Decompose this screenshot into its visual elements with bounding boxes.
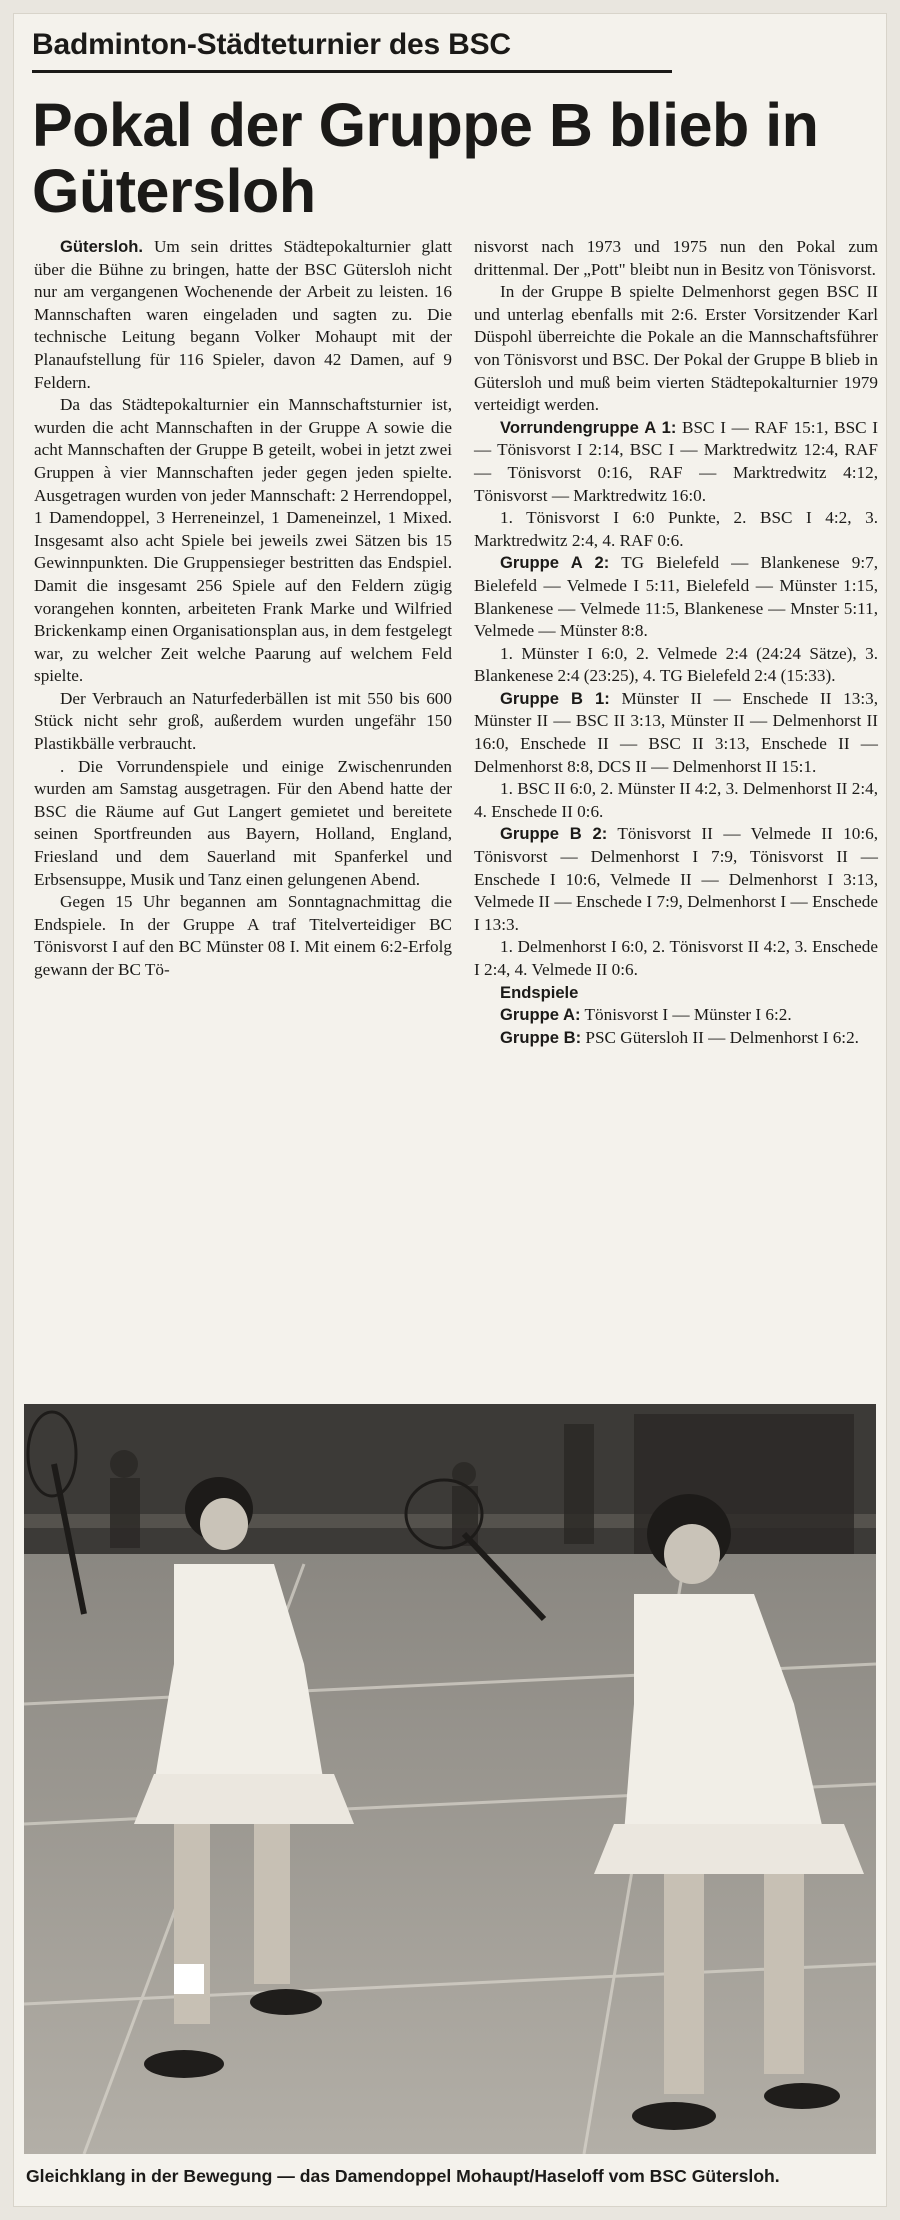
article-paragraph: [474, 1027, 878, 1050]
paragraph-lead: Vorrundengruppe A 1:: [500, 417, 677, 437]
paragraph-text: Um sein drittes Städtepokalturnier glatt über die Bühne zu bringen, hatte der BSC Gütersloh nicht nur am vergangenen Wochenende der Arbeit zu leisten. 16 Mannschaften waren eingeladen und sagten zu. Die technische Leitung begann Volker Mohaupt mit der Planaufstellung für 116 Spieler, davon 42 Damen, auf 9 Feldern.: [34, 237, 452, 392]
paragraph-text: 1. Münster I 6:0, 2. Velmede 2:4 (24:24 Sätze), 3. Blankenese 2:4 (23:25), 4. TG Bielefeld 2:4 (15:33).: [474, 643, 878, 686]
paragraph-lead: Endspiele: [500, 982, 579, 1002]
paragraph-text: Da das Städtepokalturnier ein Mannschaftsturnier ist, wurden die acht Mannschaften in der Gruppe A sowie die acht Mannschaften der Gruppe B geteilt, wobei in jetzt zwei Gruppen à vier Mannschaften jeder gegen jeden spielte. Ausgetragen wurden von jeder Mannschaft: 2 Herrendoppel, 1 Damendoppel, 3 Herreneinzel, 1 Dameneinzel, 1 Mixed. Insgesamt also acht Spiele bei jeweils zwei Sätzen bis 15 Gewinnpunkten. Die Gruppensieger bestritten das Endspiel. Damit die insgesamt 256 Spiele auf den Feldern zügig vorangehen konnten, arbeiteten Frank Marke und Wilfried Brickenkamp einen Organisationsplan aus, in dem festgelegt war, zu welcher Zeit welche Paarung auf welchem Feld spielte.: [34, 395, 452, 686]
article-column-left: [34, 236, 452, 982]
paragraph-text: BSC I — RAF 15:1, BSC I — Tönisvorst I 2:14, BSC I — Marktredwitz 12:4, RAF — Tönisvorst 0:16, RAF — Marktredwitz 4:12, Tönisvorst — Marktredwitz 16:0.: [474, 417, 878, 505]
article-paragraph: [34, 394, 452, 688]
paragraph-text: PSC Gütersloh II — Delmenhorst I 6:2.: [581, 1027, 859, 1047]
paragraph-text: In der Gruppe B spielte Delmenhorst gegen BSC II und unterlag ebenfalls mit 2:6. Erster Vorsitzender Karl Düspohl überreichte die Pokale an die Mannschaftsführer von Tönisvorst und BSC. Der Pokal der Gruppe B blieb in Gütersloh und muß beim vierten Städtepokalturnier 1979 verteidigt werden.: [474, 282, 878, 415]
paragraph-lead: Gruppe A 2:: [500, 553, 610, 573]
article-paragraph: [474, 507, 878, 552]
paragraph-text: Der Verbrauch an Naturfederbällen ist mit 550 bis 600 Stück nicht sehr groß, außerdem wurden ungefähr 150 Plastikbälle verbraucht.: [34, 688, 452, 754]
paragraph-text: Gegen 15 Uhr begannen am Sonntagnachmittag die Endspiele. In der Gruppe A traf Titelverteidiger BC Tönisvorst I auf den BC Münster 08 I. Mit einem 6:2-Erfolg gewann der BC Tö-: [34, 892, 452, 979]
article-paragraph: [474, 778, 878, 823]
photo-illustration: [24, 1404, 876, 2154]
article-paragraph: [34, 688, 452, 756]
article-paragraph: [474, 236, 878, 281]
article-paragraph: [474, 281, 878, 417]
paragraph-text: Tönisvorst I — Münster I 6:2.: [580, 1005, 792, 1025]
paragraph-lead: Gütersloh.: [60, 237, 143, 256]
article-headline: Pokal der Gruppe B blieb in Gütersloh: [32, 91, 819, 225]
paragraph-lead: Gruppe B 2:: [500, 824, 608, 844]
paragraph-text: . Die Vorrundenspiele und einige Zwischenrunden wurden am Samstag ausgetragen. Für den Abend hatte der BSC die Räume auf Gut Langert gemietet und bereitete seinen Sportfreunden aus Bayern, Holland, England, Friesland und dem Sauerland mit Spanferkel und Erbsensuppe, Musik und Tanz einen gelungenen Abend.: [34, 756, 452, 889]
paragraph-lead: Gruppe B:: [500, 1027, 582, 1047]
newspaper-clipping: [14, 14, 886, 2206]
article-paragraph: [474, 1004, 878, 1027]
paragraph-text: nisvorst nach 1973 und 1975 nun den Pokal zum drittenmal. Der „Pott" bleibt nun in Besitz von Tönisvorst.: [474, 237, 878, 279]
article-paragraph: [34, 236, 452, 394]
badminton-doubles-photo: [24, 1404, 876, 2154]
paragraph-text: TG Bielefeld — Blankenese 9:7, Bielefeld — Velmede I 5:11, Bielefeld — Münster 1:15, Blankenese — Velmede 11:5, Blankenese — Mnster 5:11, Velmede — Münster 8:8.: [474, 553, 879, 641]
paragraph-text: Tönisvorst II — Velmede II 10:6, Tönisvorst — Delmenhorst I 7:9, Tönisvorst II — Enschede I 10:6, Velmede II — Delmenhorst I 3:13, Velmede II — Enschede I 7:9, Delmenhorst I — Enschede I 13:3.: [474, 824, 878, 934]
paragraph-lead: Gruppe B 1:: [500, 688, 610, 708]
article-paragraph: [474, 552, 878, 642]
article-paragraph: [34, 756, 452, 892]
article-paragraph: [474, 982, 878, 1005]
article-kicker: Badminton-Städteturnier des BSC: [32, 28, 672, 73]
paragraph-text: 1. Delmenhorst I 6:0, 2. Tönisvorst II 4:2, 3. Enschede I 2:4, 4. Velmede II 0:6.: [474, 937, 878, 979]
article-paragraph: [474, 823, 878, 936]
article-paragraph: [34, 891, 452, 981]
article-paragraph: [474, 688, 878, 778]
photo-caption: Gleichklang in der Bewegung — das Damendoppel Mohaupt/Haseloff vom BSC Gütersloh.: [26, 2166, 780, 2186]
paragraph-text: 1. Tönisvorst I 6:0 Punkte, 2. BSC I 4:2, 3. Marktredwitz 2:4, 4. RAF 0:6.: [474, 508, 878, 550]
article-paragraph: [474, 936, 878, 981]
paragraph-lead: Gruppe A:: [500, 1005, 581, 1025]
paragraph-text: Münster II — Enschede II 13:3, Münster II — BSC II 3:13, Münster II — Delmenhorst II 16:0, Enschede II — BSC II 3:13, Enschede II — Delmenhorst 8:8, DCS II — Delmenhorst II 15:1.: [474, 688, 879, 776]
article-paragraph: [474, 643, 878, 688]
paragraph-text: 1. BSC II 6:0, 2. Münster II 4:2, 3. Delmenhorst II 2:4, 4. Enschede II 0:6.: [474, 779, 878, 821]
article-column-right: [474, 236, 878, 1049]
article-paragraph: [474, 417, 878, 507]
